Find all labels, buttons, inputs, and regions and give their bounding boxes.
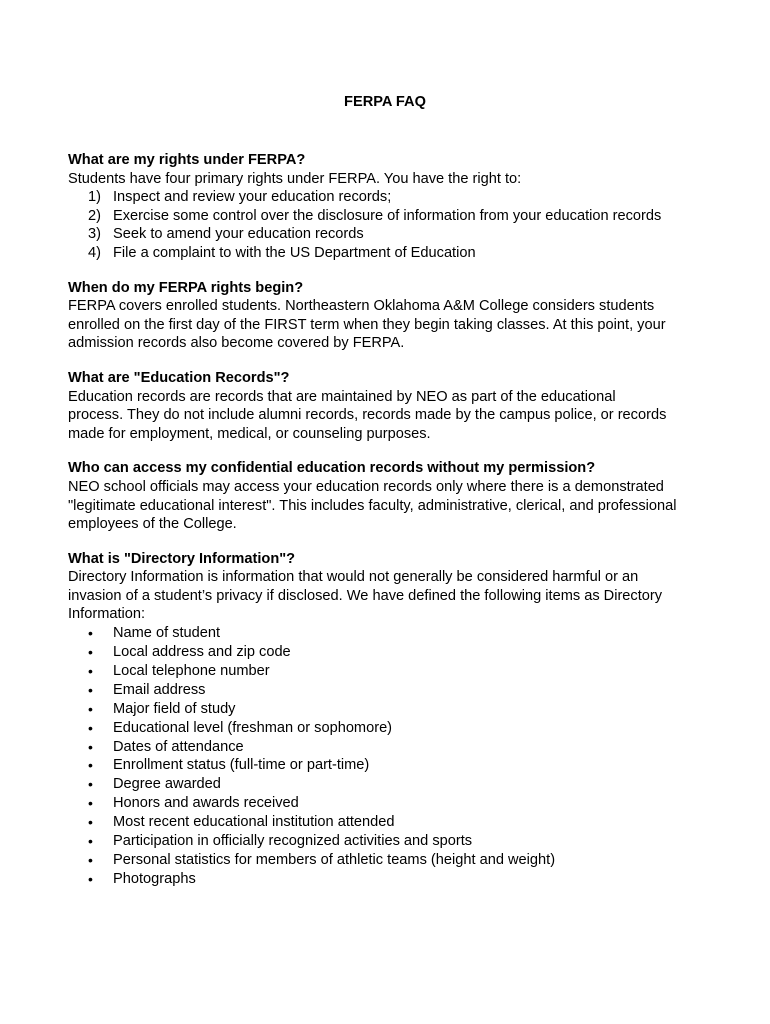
bullet: •	[88, 776, 93, 793]
list-item-text: Local telephone number	[113, 662, 270, 679]
list-item	[88, 188, 718, 207]
question-rights: What are my rights under FERPA?	[68, 152, 306, 168]
bullet: •	[88, 719, 93, 736]
bullet: •	[88, 643, 93, 660]
answer-line: employees of the College.	[68, 516, 237, 533]
answer-line: process. They do not include alumni records, records made by the campus police, or records	[68, 407, 667, 424]
section-records	[68, 369, 718, 443]
section-begin	[68, 279, 718, 353]
list-number: 1)	[88, 189, 101, 206]
bullet: •	[88, 681, 93, 698]
question-access: Who can access my confidential education records without my permission?	[68, 460, 596, 477]
list-item-text: File a complaint to with the US Department of Education	[113, 244, 476, 261]
answer-rights-intro: Students have four primary rights under FERPA. You have the right to:	[68, 170, 522, 187]
list-number: 4)	[88, 244, 101, 261]
list-item-text: Local address and zip code	[113, 643, 291, 660]
answer-line: made for employment, medical, or counseling purposes.	[68, 425, 431, 442]
section-rights	[68, 151, 718, 263]
list-item-text: Enrollment status (full-time or part-time)	[113, 757, 370, 774]
bullet: •	[88, 662, 93, 679]
bullet: •	[88, 700, 93, 717]
list-item	[88, 225, 718, 244]
bullet: •	[88, 833, 93, 850]
bullet: •	[88, 795, 93, 812]
list-item	[88, 207, 718, 226]
list-item	[88, 870, 718, 889]
list-item-text: Seek to amend your education records	[113, 226, 364, 243]
spacer	[68, 263, 718, 279]
question-directory: What is "Directory Information"?	[68, 550, 296, 567]
answer-line: Directory Information is information that would not generally be considered harmful or an	[68, 569, 639, 586]
list-item-text: Major field of study	[113, 700, 236, 717]
list-number: 2)	[88, 207, 101, 224]
document-title: FERPA FAQ	[344, 94, 426, 110]
list-item-text: Name of student	[113, 625, 221, 642]
answer-line: admission records also become covered by FERPA.	[68, 335, 405, 352]
answer-line: NEO school officials may access your education records only where there is a demonstrated	[68, 478, 664, 495]
rights-list	[68, 188, 718, 262]
section-directory	[68, 550, 718, 889]
bullet: •	[88, 757, 93, 774]
list-item	[88, 756, 718, 775]
bullet: •	[88, 738, 93, 755]
list-item-text: Dates of attendance	[113, 738, 244, 755]
answer-line: invasion of a student’s privacy if disclosed. We have defined the following items as Directory	[68, 587, 663, 604]
list-item	[88, 851, 718, 870]
list-item-text: Exercise some control over the disclosure of information from your education records	[113, 207, 662, 224]
list-item	[88, 700, 718, 719]
directory-list	[68, 624, 718, 889]
spacer	[68, 534, 718, 550]
list-item	[88, 244, 718, 263]
question-begin: When do my FERPA rights begin?	[68, 279, 304, 296]
answer-line: enrolled on the first day of the FIRST term when they begin taking classes. At this point, your	[68, 316, 666, 333]
list-item-text: Honors and awards received	[113, 795, 299, 812]
list-item-text: Email address	[113, 681, 206, 698]
bullet: •	[88, 851, 93, 868]
spacer	[68, 113, 718, 151]
section-access	[68, 459, 718, 533]
list-item	[88, 775, 718, 794]
spacer	[68, 443, 718, 459]
bullet: •	[88, 870, 93, 887]
question-records: What are "Education Records"?	[68, 369, 290, 386]
answer-line: FERPA covers enrolled students. Northeastern Oklahoma A&M College considers students	[68, 298, 655, 315]
list-item-text: Participation in officially recognized activities and sports	[113, 833, 473, 850]
answer-line: Information:	[68, 606, 146, 623]
bullet: •	[88, 814, 93, 831]
list-item-text: Inspect and review your education records;	[113, 189, 392, 206]
list-item-text: Most recent educational institution attended	[113, 814, 395, 831]
bullet: •	[88, 625, 93, 642]
list-number: 3)	[88, 226, 101, 243]
list-item	[88, 719, 718, 738]
list-item-text: Degree awarded	[113, 776, 221, 793]
answer-line: Education records are records that are maintained by NEO as part of the educational	[68, 388, 616, 405]
list-item-text: Educational level (freshman or sophomore)	[113, 719, 393, 736]
list-item	[88, 738, 718, 757]
list-item	[88, 662, 718, 681]
list-item	[88, 624, 718, 643]
list-item-text: Personal statistics for members of athletic teams (height and weight)	[113, 851, 556, 868]
list-item-text: Photographs	[113, 870, 196, 887]
list-item	[88, 832, 718, 851]
answer-line: "legitimate educational interest". This includes faculty, administrative, clerical, and professional	[68, 497, 677, 514]
list-item	[88, 813, 718, 832]
list-item	[88, 681, 718, 700]
list-item	[88, 643, 718, 662]
document-page	[68, 93, 718, 889]
spacer	[68, 353, 718, 369]
list-item	[88, 794, 718, 813]
